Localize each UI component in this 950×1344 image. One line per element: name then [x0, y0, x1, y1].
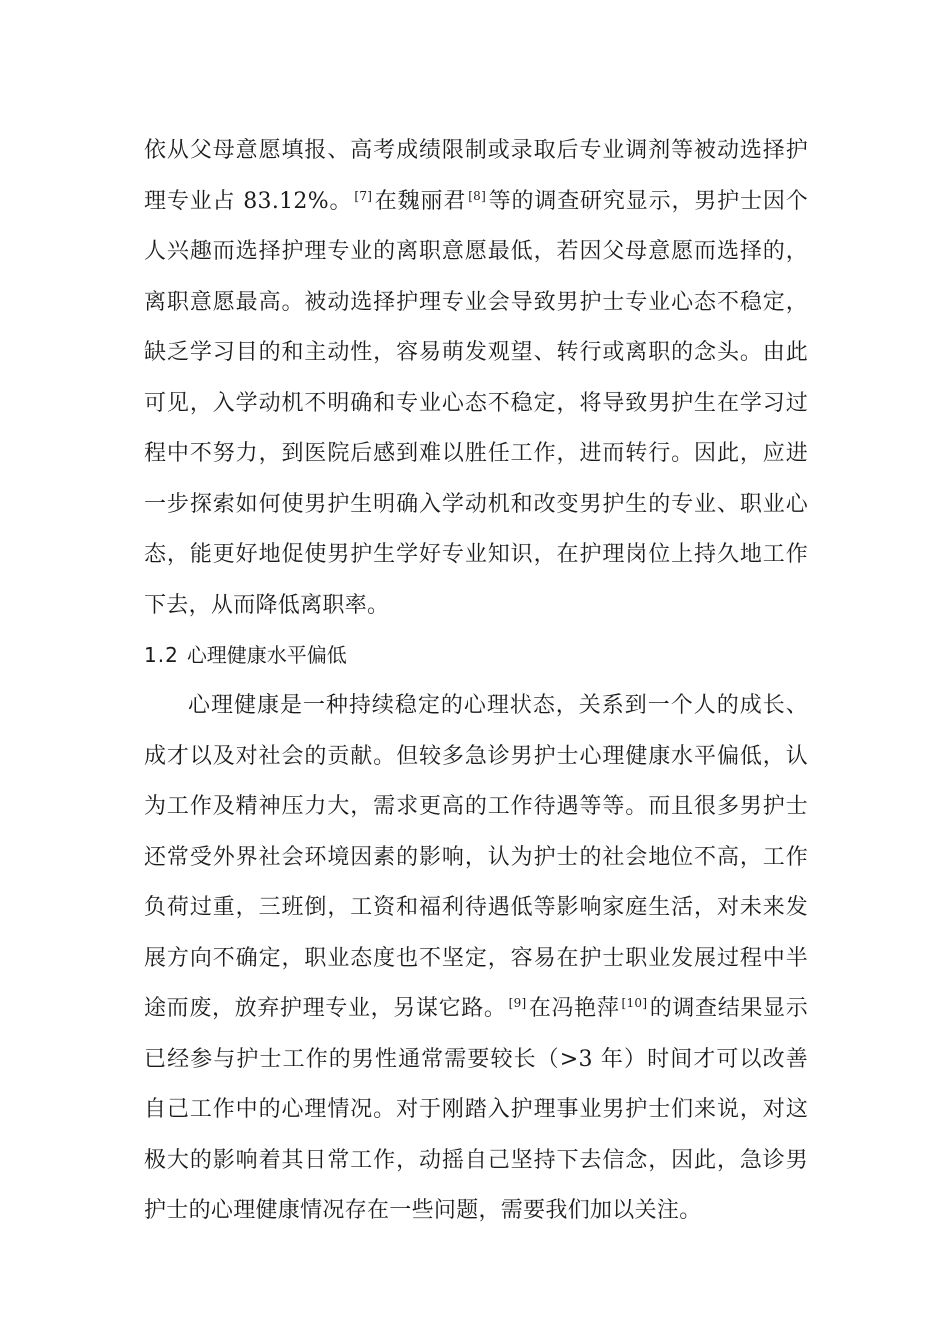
- citation-ref: [7]: [354, 188, 373, 203]
- paragraph-text: 在冯艳萍: [528, 996, 620, 1021]
- paragraph-enrollment-motivation: [144, 126, 808, 631]
- paragraph-text: 依从父母意愿填报、高考成绩限制或录取后专业调剂等被动选择护理专业占 83.12%。: [144, 138, 808, 214]
- paragraph-text: 在魏丽君: [374, 188, 467, 214]
- paragraph-mental-health: [144, 681, 808, 1237]
- citation-ref: [10]: [621, 996, 648, 1010]
- section-title: 心理健康水平偏低: [186, 643, 347, 667]
- document-page: [144, 126, 808, 1237]
- citation-ref: [8]: [468, 188, 487, 203]
- section-heading: [144, 633, 808, 677]
- paragraph-text: 等的调查研究显示，男护士因个人兴趣而选择护理专业的离职意愿最低，若因父母意愿而选择的，离职意愿最高。被动选择护理专业会导致男护士专业心态不稳定，缺乏学习目的和主动性，容易萌发观望、转行或离职的念头。由此可见，入学动机不明确和专业心态不稳定，将导致男护生在学习过程中不努力，到医院后感到难以胜任工作，进而转行。因此，应进一步探索如何使男护生明确入学动机和改变男护生的专业、职业心态，能更好地促使男护生学好专业知识，在护理岗位上持久地工作下去，从而降低离职率。: [144, 188, 809, 618]
- section-number: 1.2: [144, 643, 179, 667]
- paragraph-text: 心理健康是一种持续稳定的心理状态，关系到一个人的成长、成才以及对社会的贡献。但较多急诊男护士心理健康水平偏低，认为工作及精神压力大，需求更高的工作待遇等等。而且很多男护士还常受外界社会环境因素的影响，认为护士的社会地位不高，工作负荷过重，三班倒，工资和福利待遇低等影响家庭生活，对未来发展方向不确定，职业态度也不坚定，容易在护士职业发展过程中半途而废，放弃护理专业，另谋它路。: [144, 693, 808, 1021]
- paragraph-text: 的调查结果显示已经参与护士工作的男性通常需要较长（>3 年）时间才可以改善自己工作中的心理情况。对于刚踏入护理事业男护士们来说，对这极大的影响着其日常工作，动摇自己坚持下去信念，因此，急诊男护士的心理健康情况存在一些问题，需要我们加以关注。: [144, 996, 808, 1223]
- citation-ref: [9]: [508, 996, 527, 1010]
